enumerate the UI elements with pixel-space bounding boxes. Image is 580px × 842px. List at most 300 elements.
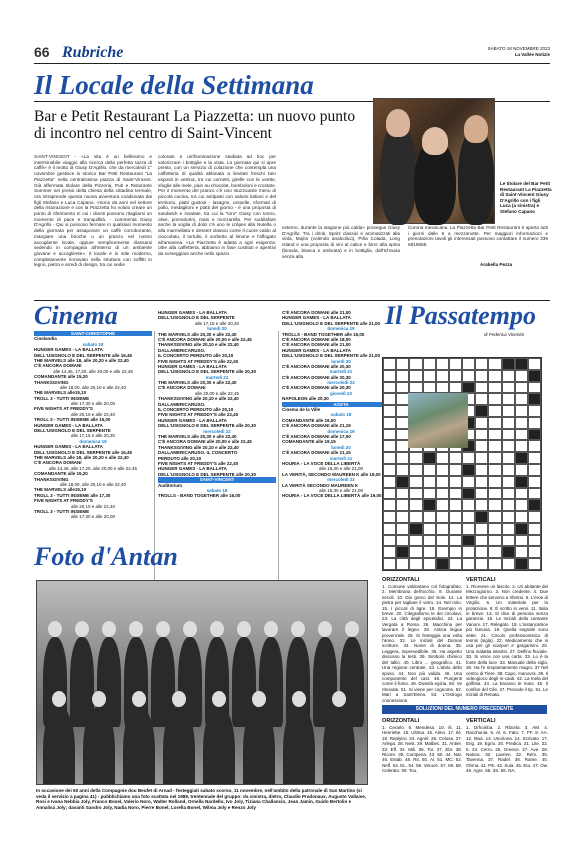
crossword-cell[interactable] <box>515 382 528 394</box>
crossword-cell[interactable] <box>423 535 436 547</box>
crossword-cell[interactable] <box>423 488 436 500</box>
crossword-cell[interactable] <box>396 382 409 394</box>
passatempo-author: di Federica Vicentin <box>484 332 525 337</box>
cinema-listing-row: Cinema de la Ville <box>282 407 321 413</box>
cinema-listing-row: DALLAMERICARUSO. <box>158 347 206 353</box>
cinema-listing-row: LA VERITÀ SECONDO MAUREEN K <box>282 482 359 488</box>
crossword-cell[interactable] <box>436 523 449 535</box>
crossword-cell[interactable] <box>475 464 488 476</box>
crossword-cell[interactable] <box>396 546 409 558</box>
cinema-listing-row: TROLLS - BAND TOGETHER alle 16,00 <box>282 331 365 337</box>
cinema-listing-row: TROLL 3 - TUTTI INSIEME alle 15,00 <box>34 417 111 423</box>
crossword-cell[interactable] <box>488 535 501 547</box>
date-block <box>488 46 550 58</box>
crossword-cell[interactable] <box>449 499 462 511</box>
crossword-cell[interactable] <box>475 370 488 382</box>
crossword-cell[interactable] <box>436 488 449 500</box>
crossword-cell[interactable] <box>436 382 449 394</box>
crossword-cell[interactable] <box>502 382 515 394</box>
cinema-listing-row: domenica 19 <box>327 428 355 434</box>
crossword-cell[interactable] <box>488 440 501 452</box>
cinema-listing-row: THE MARVELS alle15,10 <box>34 487 87 493</box>
crossword-photo <box>408 393 468 448</box>
crossword-cell[interactable] <box>383 558 396 570</box>
crossword-cell[interactable] <box>383 499 396 511</box>
cinema-listing-row: DELL'USIGNOLO E DEL SERPENTE alle 21,00 <box>282 353 381 359</box>
crossword-cell[interactable] <box>436 535 449 547</box>
crossword-cell[interactable] <box>423 499 436 511</box>
crossword-cell[interactable] <box>502 393 515 405</box>
crossword-cell[interactable] <box>502 476 515 488</box>
crossword-cell[interactable] <box>488 382 501 394</box>
crossword-cell[interactable] <box>396 499 409 511</box>
crossword-cell[interactable] <box>409 464 422 476</box>
locale-subtitle: Bar e Petit Restaurant La Piazzetta: un nuovo punto di incontro nel centro di Saint-Vincent <box>34 108 356 142</box>
crossword-cell[interactable] <box>449 464 462 476</box>
cinema-listing-row: COMANDANTE alle 15,20 <box>34 374 88 380</box>
crossword-cell[interactable] <box>502 511 515 523</box>
crossword-cell[interactable] <box>515 499 528 511</box>
crossword-cell[interactable] <box>449 476 462 488</box>
crossword-cell[interactable] <box>449 546 462 558</box>
crossword-cell[interactable] <box>528 452 541 464</box>
crossword-cell[interactable] <box>502 523 515 535</box>
crossword-cell[interactable] <box>515 393 528 405</box>
crossword-cell[interactable] <box>449 452 462 464</box>
crossword-cell[interactable] <box>396 558 409 570</box>
cinema-listing-row: C'È ANCORA DOMANI alle 20,30 <box>282 385 351 391</box>
crossword-cell[interactable] <box>502 417 515 429</box>
page-number: 66 <box>34 44 50 60</box>
cinema-listing-row: alle 14,45, alle 17,20, alle 20,00 e alle 22,45 <box>48 465 138 471</box>
crossword-cell[interactable] <box>515 405 528 417</box>
cinema-listing-row: domenica 19 <box>79 438 107 444</box>
cinema-listing-row: IL CONCERTO PERDUTO alle 20,10 <box>158 407 234 413</box>
cinema-listing-row: FIVE NIGHTS AT FREDDY'S alle 22,40 <box>158 460 239 466</box>
cinema-listing-row: THANKSGIVING <box>34 476 69 482</box>
cinema-listing-row: DALLAMERICARUSO. <box>158 401 206 407</box>
cinema-listing-row: alle 17,30 e alle 20,00 <box>70 514 116 520</box>
crossword-cell[interactable] <box>515 452 528 464</box>
cinema-listing-row: C'È ANCORA DOMANI <box>34 363 82 369</box>
crossword-cell[interactable] <box>396 476 409 488</box>
crossword-cell[interactable] <box>502 464 515 476</box>
crossword-cell[interactable] <box>502 405 515 417</box>
newspaper-name: La Vallée Notizie <box>514 52 550 57</box>
cinema-listing-row: DELL'USIGNOLO E DEL SERPENTE <box>158 315 235 321</box>
crossword-cell[interactable] <box>528 417 541 429</box>
crossword-cell[interactable] <box>515 370 528 382</box>
cinema-listing-row: THANKSGIVING alle 20,10 e alle 22,40 <box>158 396 239 402</box>
crossword-cell[interactable] <box>383 464 396 476</box>
cinema-listing-row: sabato 18 <box>82 341 104 347</box>
crossword-cell[interactable] <box>436 511 449 523</box>
cinema-listing-row: alle 20,10 e alle 22,40 <box>70 503 116 509</box>
crossword-cell[interactable] <box>528 535 541 547</box>
crossword-cell[interactable] <box>383 393 396 405</box>
crossword-cell[interactable] <box>515 358 528 370</box>
cinema-listing-row: THE MARVELS alle 18, alle 20,20 e alle 22,40 <box>34 357 129 363</box>
cinema-listing-row: alle 15,30 e alle 21,00 <box>318 487 364 493</box>
crossword-cell[interactable] <box>528 488 541 500</box>
crossword-cell[interactable] <box>515 535 528 547</box>
crossword-cell[interactable] <box>383 370 396 382</box>
crossword-cell[interactable] <box>423 370 436 382</box>
crossword-cell[interactable] <box>383 535 396 547</box>
crossword-cell[interactable] <box>423 358 436 370</box>
crossword-cell[interactable] <box>423 464 436 476</box>
solutions-vertical <box>466 718 548 783</box>
cinema-column-1 <box>34 331 152 520</box>
crossword-cell[interactable] <box>528 523 541 535</box>
crossword-cell[interactable] <box>449 523 462 535</box>
crossword-cell[interactable] <box>502 358 515 370</box>
cinema-listing-row: FIVE NIGHTS AT FREDDY'S alle 22,40 <box>158 358 239 364</box>
crossword-cell[interactable] <box>502 488 515 500</box>
crossword-cell[interactable] <box>449 488 462 500</box>
cinema-listing-row: C'È ANCORA DOMANI alle 20,30 <box>282 363 351 369</box>
crossword-cell[interactable] <box>409 523 422 535</box>
verticali-heading: VERTICALI <box>466 577 496 583</box>
crossword-cell[interactable] <box>396 358 409 370</box>
crossword-cell[interactable] <box>502 535 515 547</box>
cinema-listing-row: mercoledì 22 <box>327 380 355 386</box>
cinema-listing-row: SAINT-CHRISTOPHE <box>34 331 152 336</box>
cinema-listing-row: C'È ANCORA DOMANI alle 18,00 <box>282 336 351 342</box>
cinema-listing-row: C'È ANCORA DOMANI alle 21,00 <box>282 342 351 348</box>
cinema-listing-row: Cinelandia <box>34 336 57 342</box>
cinema-listing-row: martedì 21 <box>329 369 353 375</box>
cinema-listing-row: HUNGER GAMES - LA BALLATA <box>158 310 227 315</box>
crossword-cell[interactable] <box>475 558 488 570</box>
cinema-listing-row: THE MARVELS alle 18, alle 20,20 e alle 22,40 <box>34 454 129 460</box>
verticali-text: 1. Ricevere un lascito. 2. Un abitante del Mezzogiorno. 3. Non credente. 4. Due lettere che servono a riferirsi. 5. L'eroe di Virgilio. 6. Un materiale per la protezione. 8. È scritto in versi. 11. Italia in breve. 13. Si dice di persona senza garanzie. 16. Le iniziali della cantante Vanoni. 17. Relegato. 18. L'instancatrice più famosa. 19. Quella segnale sono sette. 21. Circolo professionistico di tennis (sigla). 22. Medicamento che si usa per gli scarpori e gargarismi. 25. Una malattia intestin. 27. Delfino fluviale. 30. Si vince con una carta. 33. Lo è la fonte della luce. 33. Manuale della sigla. 36. Ha l'e rimpiantamente magro. 37 Nel centro di Tiere. 38. Capo, manovra. 39. Il videogioco degli in-cauti. 42. La mela del golfista. 44. La baciano le mani. 45. Il confine del Cile. 47. Precede il tip. 51. Le iniziali di Renata. <box>466 584 548 698</box>
section-name: Rubriche <box>62 44 124 61</box>
crossword-cell[interactable] <box>462 511 475 523</box>
cinema-listing-row: C'È ANCORA DOMANI alle 21,15 <box>282 450 351 456</box>
clues-vertical <box>466 577 548 702</box>
cinema-listing-row: C'È ANCORA DOMANI alle 21,00 <box>282 310 351 315</box>
cinema-listing-row: FIVE NIGHTS AT FREDDY'S <box>34 406 93 412</box>
crossword-cell[interactable] <box>475 499 488 511</box>
crossword-cell[interactable] <box>436 370 449 382</box>
crossword-cell[interactable] <box>488 393 501 405</box>
crossword-cell[interactable] <box>475 476 488 488</box>
crossword-cell[interactable] <box>396 511 409 523</box>
cinema-listing-row: DALLAMERICARUSO. IL CONCERTO <box>158 450 238 456</box>
cinema-listing-row: alle 20,00 e alle 22,45 <box>194 390 240 396</box>
crossword-cell[interactable] <box>528 546 541 558</box>
crossword-cell[interactable] <box>528 558 541 570</box>
crossword-cell[interactable] <box>528 370 541 382</box>
crossword-cell[interactable] <box>409 488 422 500</box>
crossword-cell[interactable] <box>409 358 422 370</box>
crossword-cell[interactable] <box>409 546 422 558</box>
crossword-cell[interactable] <box>475 511 488 523</box>
crossword-cell[interactable] <box>409 382 422 394</box>
cinema-listing-row: IL CONCERTO PERDUTO alle 20,10 <box>158 353 234 359</box>
cinema-listing-row: TROLL 3 - TUTTI INSIEME <box>34 508 90 514</box>
cinema-listing-row: martedì 21 <box>329 455 353 461</box>
crossword-cell[interactable] <box>436 499 449 511</box>
crossword-cell[interactable] <box>528 382 541 394</box>
crossword-cell[interactable] <box>502 429 515 441</box>
cinema-listing-row: THE MARVELS alle15,10 <box>34 390 87 396</box>
crossword-cell[interactable] <box>515 523 528 535</box>
crossword-cell[interactable] <box>449 370 462 382</box>
cinema-listing-row: C'È ANCORA DOMANI alle 20,00 e alle 22,45 <box>158 439 252 445</box>
crossword-cell[interactable] <box>488 464 501 476</box>
crossword-cell[interactable] <box>488 499 501 511</box>
crossword-cell[interactable] <box>449 382 462 394</box>
cinema-listing-row: NAPOLEON alle 20,30 <box>282 396 329 402</box>
crossword-cell[interactable] <box>383 523 396 535</box>
crossword-cell[interactable] <box>475 405 488 417</box>
crossword-cell[interactable] <box>528 511 541 523</box>
crossword-cell[interactable] <box>396 464 409 476</box>
page-header <box>34 44 550 62</box>
cinema-listing-row: C'È ANCORA DOMANI alle 20,30 <box>282 374 351 380</box>
crossword-cell[interactable] <box>515 511 528 523</box>
cinema-listing-row: C'È ANCORA DOMANI alle 17,00 <box>282 433 351 439</box>
crossword-cell[interactable] <box>409 499 422 511</box>
cinema-listing-row: HUNGER GAMES - LA BALLATA <box>158 466 227 472</box>
crossword-cell[interactable] <box>475 546 488 558</box>
crossword-cell[interactable] <box>462 546 475 558</box>
crossword-cell[interactable] <box>502 452 515 464</box>
crossword-cell[interactable] <box>383 511 396 523</box>
crossword-cell[interactable] <box>423 523 436 535</box>
crossword-cell[interactable] <box>528 476 541 488</box>
crossword-cell[interactable] <box>396 370 409 382</box>
crossword-cell[interactable] <box>383 405 396 417</box>
crossword-cell[interactable] <box>396 488 409 500</box>
crossword-cell[interactable] <box>475 358 488 370</box>
cinema-listing-row: FIVE NIGHTS AT FREDDY'S <box>34 498 93 504</box>
crossword-cell[interactable] <box>462 370 475 382</box>
solutions-heading: SOLUZIONI DEL NUMERO PRECEDENTE <box>382 705 547 714</box>
crossword-cell[interactable] <box>515 546 528 558</box>
crossword-cell[interactable] <box>475 382 488 394</box>
cinema-listing-row: C'È ANCORA DOMANI alle 21,15 <box>282 423 351 429</box>
crossword-cell[interactable] <box>396 535 409 547</box>
crossword-cell[interactable] <box>423 511 436 523</box>
crossword-cell[interactable] <box>502 499 515 511</box>
sol-orizzontali-text: 1. Cerarlo. 9. Mendesa. 10. Ili. 11. Henriette. 15. Ultima. 16. Almo. 17. Ilé. 18. Replytro. 24. Agnel. 26. Celosa. 27. Arlega. 28. Nest. 29. Malbec. 31. Antier. 33. Eff. 34. Mili. 36. Tor. 37. Ebr. 38. Ricore. 39. Compena. 43. 50. 44. Nat. 46. Estab. 48. Rit. 50. Al. 51. MC. 52. Nelf. 53. EL. 54. 56. Veruce. 57. MI. 58. Celerato. 59. Tou. <box>382 725 462 774</box>
crossword-cell[interactable] <box>436 546 449 558</box>
crossword-cell[interactable] <box>488 488 501 500</box>
crossword-cell[interactable] <box>502 546 515 558</box>
crossword-cell[interactable] <box>383 417 396 429</box>
crossword-cell[interactable] <box>502 370 515 382</box>
cinema-listing-row: THANKSGIVING <box>34 379 69 385</box>
crossword-cell[interactable] <box>515 488 528 500</box>
crossword-cell[interactable] <box>515 429 528 441</box>
crossword-cell[interactable] <box>462 488 475 500</box>
crossword-cell[interactable] <box>515 417 528 429</box>
antan-caption: In occasione dei 60 anni della Compagnie dou Beufet di Arnad - festeggiati sabato scorso, 11 novembre, nell'ambito della patronale di San Martino (si veda il servizio a pagina 41) - pubblichiamo una foto scattata nel 1988, trentennale del gruppo: da sinistra, dietro, Claudio Pradonaux, Augusto Vallaise, Rosi e Ivana Nebbia Joly, Franco Bosel, Valerio Noro, Walter Rolland, Ornella Nardello, Ivo Joly, Tiziana Challancin, Jean Jamin, Guido Bertolin e Annalisa Joly; davanti Sandro Joly, Nadia Noro, Pierre Bonel, Lorella Bonel, Wilma Joly e Renzo Joly <box>36 788 367 810</box>
crossword-cell[interactable] <box>488 511 501 523</box>
crossword-cell[interactable] <box>488 558 501 570</box>
crossword-cell[interactable] <box>528 499 541 511</box>
crossword-cell[interactable] <box>502 440 515 452</box>
cinema-listing-row: HUNGER GAMES - LA BALLATA <box>34 347 103 353</box>
cinema-listing-row: martedì 21 <box>205 374 229 380</box>
crossword-cell[interactable] <box>423 476 436 488</box>
orizzontali-text: 1. Comune valdostano col fotografato. 2. Membrana dell'occhio. 9. Durante secoli. 10. Dio greco del Sole. 12. La pietra per tagliare il vetro. 14. Nel mito. 15. I piccoli di tigre. 18. Esempio in breve. 20. Cilegrafismo le dei circolavi. 23. La città degli epicetidici. 24. La Vergata a Roma. 26. Macchina per lavorare il legno. 28. Antica lingua provenzale. 29. Si festeggia una volta l'anno. 32. Le iniziali del Dumas scrittore. 34. Nome di donna. 35. Leggera, imprevedibile. 36. Ha aspetto discusso la testi. 39. Simbolo chimico del tallio. 40. Libro ... geografico. 41. Una regione centrale. 43. L'abito dello sposo. 44. Non più valida. 46. Una componente del cast. 48. Pungenti come il fumo. 49. Divinità egizia. 50. Ve ritrovate. 51. Si viene per cognome. 52. Mari a Sant'Elena. 53. L'Ostrogo connessione. <box>382 584 462 702</box>
cinema-listing-row: TROLL 3 - TUTTI INSIEME <box>34 395 90 401</box>
article-author: Arabella Pezza <box>480 262 513 267</box>
cinema-listing-row: HUNGER GAMES - LA BALLATA <box>282 315 351 321</box>
crossword-cell[interactable] <box>462 558 475 570</box>
crossword-cell[interactable] <box>528 464 541 476</box>
cinema-listing-row: alle 18,00, alle 20,10 e alle 22,40 <box>59 384 127 390</box>
crossword-cell[interactable] <box>475 535 488 547</box>
crossword-cell[interactable] <box>383 452 396 464</box>
crossword-cell[interactable] <box>423 546 436 558</box>
crossword-cell[interactable] <box>436 464 449 476</box>
crossword-cell[interactable] <box>462 535 475 547</box>
cinema-listing-row: THANKSGIVING alle 20,10 e alle 22,40 <box>158 342 239 348</box>
cinema-listing-row: DELL'USIGNOLO E DEL SERPENTE alle 16,45 <box>34 352 133 358</box>
crossword-cell[interactable] <box>383 546 396 558</box>
crossword-cell[interactable] <box>475 488 488 500</box>
cinema-listing-row: HUNGER GAMES - LA BALLATA <box>158 363 227 369</box>
crossword-cell[interactable] <box>528 358 541 370</box>
sol-verticali-text: 1. Orhoinba. 2. Riborla. 3. AM. 4. Racchunia. 5. Al. 6. Fato. 7. FF. 8. AA. 12. Mua. 13. Unoriona. 14. Scrivato. 17. Erig. 19. Egrio. 20. Predica. 21. Lite. 22. 5. 23. Cerro. 25. Greece. 27. Ave. 28. Natura. 30. Lavrien. 32. Rem. 35. Tavenna. 37. Radel. 38. Rame. 40. Ohma. 41. PE. 42. Sula. 45. Eto. 47. Ow. 49. Agre. 55. 3S. 56. NA. <box>466 725 548 774</box>
cinema-listing-row: DELL'USIGNOLO E DEL SERPENTE <box>34 428 111 434</box>
crossword-cell[interactable] <box>515 440 528 452</box>
crossword-cell[interactable] <box>462 358 475 370</box>
cinema-listing-row: THE MARVELS alle 20,30 e alle 22,40 <box>158 433 237 439</box>
crossword-cell[interactable] <box>475 440 488 452</box>
crossword-cell[interactable] <box>462 452 475 464</box>
cinema-listing-row: DELL'USIGNOLO E DEL SERPENTE alle 21,00 <box>282 320 381 326</box>
crossword-cell[interactable] <box>409 452 422 464</box>
crossword-grid[interactable] <box>382 357 542 571</box>
crossword-cell[interactable] <box>488 405 501 417</box>
cinema-listing-row: C'È ANCORA DOMANI <box>158 385 206 391</box>
cinema-listing-row: HUNGER GAMES - LA BALLATA <box>282 347 351 353</box>
antan-title: Foto d'Antan <box>34 542 178 571</box>
crossword-cell[interactable] <box>528 405 541 417</box>
crossword-cell[interactable] <box>436 558 449 570</box>
crossword-cell[interactable] <box>449 558 462 570</box>
article-column-1: SAINT-VINCENT - «La vita è un bellissimo e interminabile viaggio alla ricerca della perfetta tazza di caffè» è il motto di Giusy D'Agrillo, che da mercoledì 1° novembre gestisce lo storico Bar Petit Restaurant "La Piazzetta" nella centralissima piazza di Saint-Vincent. Già affermata titolare della Pizzeria, Pub e Ristorante Summer nei pressi della chiesa della cittadina termale, ora intraprende questa nuova avventura coadiuvata dai figli Stefano e Luca Capano. «Sono da anni nel settore della ristorazione e con la Piazzetta ho voluto creare un punto di riferimento in cui i clienti possono ritagliarsi un momento di pace e tranquillità. - commenta Giusy D'Agrillo - Qui si possono fermare in qualsiasi momento della giornata per assaporare un caffè corroborante, mangiare una brioche o un pranzo nel nostro accogliente locale, oppure semplicemente rilassarsi sedendo in compagnia all'interno di un ambiente giovane e accogliente». Il locale è in stile moderno, completamente rinnovato nella struttura con soffitti in legno, pietra e arredi di design, tra cui sedie <box>34 154 152 268</box>
locale-title: Il Locale della Settimana <box>34 70 314 100</box>
crossword-cell[interactable] <box>436 476 449 488</box>
crossword-cell[interactable] <box>449 358 462 370</box>
crossword-cell[interactable] <box>396 452 409 464</box>
crossword-cell[interactable] <box>488 358 501 370</box>
crossword-cell[interactable] <box>462 476 475 488</box>
cinema-listing-row: HUNGER GAMES - LA BALLATA <box>158 417 227 423</box>
crossword-cell[interactable] <box>488 476 501 488</box>
crossword-cell[interactable] <box>423 452 436 464</box>
crossword-cell[interactable] <box>409 370 422 382</box>
cinema-listing-row: alle 17,15 e alle 20,30 <box>70 433 116 439</box>
article-column-2: colorate e un'illuminazione studiata ad hoc per valorizzare i bottiglie e la vista. La giornata qui si apre presto, con un servizio di colazione che contempla una caffetteria di qualità abbinata a lievitati freschi ben esposti in vetrina, tra cui cornetti, girelle con le uvette, sfoglie alle mele, pain au chocolat, bomboloni e crostate. Per il momento del pranzo c'è uno stuzzicante menu di piccola cucina, tra cui antipasti con salumi italiani e del territorio, piatti gustosi - lasagne, cerpelle, sformati di pollo, medaglioni e piatti del giorno - e una proposta di sandwich e insalate, tra cui la "toro" Giusy con tonno, olive, pomodorini, mais e mozzarella. Per soddisfare anche la voglia di dolci c'è uno le crêpes alla Nutella o alla marmellata e dessert classici come il cuore caldo al cioccolato, il tortullo, il sorbetto al limone e l'affogato all'amarena. «La Piazzetta è adatta a ogni esigenza: oltre alla caffetteria, abbiamo in fase costituti e aperitivi da sorseggiare anche nello spazio <box>158 154 276 256</box>
crossword-cell[interactable] <box>436 358 449 370</box>
cinema-listing-row: domenica 19 <box>327 326 355 332</box>
crossword-cell[interactable] <box>515 558 528 570</box>
crossword-cell[interactable] <box>449 511 462 523</box>
crossword-cell[interactable] <box>409 535 422 547</box>
crossword-cell[interactable] <box>488 370 501 382</box>
cinema-listing-row: lunedì 20 <box>207 326 227 332</box>
crossword-cell[interactable] <box>528 393 541 405</box>
crossword-cell[interactable] <box>475 429 488 441</box>
crossword-cell[interactable] <box>436 452 449 464</box>
sol-verticali-heading: VERTICALI <box>466 718 496 724</box>
crossword-cell[interactable] <box>396 523 409 535</box>
cinema-listing-row: COMANDANTE alle 15,20 <box>34 471 88 477</box>
cinema-listing-row: C'È ANCORA DOMANI alle 20,00 e alle 22,45 <box>158 336 252 342</box>
cinema-listing-row: alle 17,15 e alle 20,30 <box>194 320 240 326</box>
crossword-cell[interactable] <box>383 476 396 488</box>
crossword-cell[interactable] <box>462 382 475 394</box>
solutions-horizontal <box>382 718 462 783</box>
crossword-cell[interactable] <box>528 440 541 452</box>
crossword-cell[interactable] <box>423 382 436 394</box>
crossword-cell[interactable] <box>462 523 475 535</box>
crossword-cell[interactable] <box>488 452 501 464</box>
cinema-listing-row: Auditorium <box>158 482 182 488</box>
crossword-cell[interactable] <box>502 558 515 570</box>
crossword-cell[interactable] <box>449 535 462 547</box>
crossword-cell[interactable] <box>409 511 422 523</box>
crossword-cell[interactable] <box>488 429 501 441</box>
crossword-cell[interactable] <box>488 546 501 558</box>
crossword-cell[interactable] <box>475 452 488 464</box>
crossword-cell[interactable] <box>488 417 501 429</box>
crossword-cell[interactable] <box>383 440 396 452</box>
antan-group-photo <box>36 580 368 785</box>
cinema-listing-row: COMANDANTE alle 19,00 <box>282 417 336 423</box>
orizzontali-heading: ORIZZONTALI <box>382 577 420 583</box>
clues-horizontal <box>382 577 462 702</box>
crossword-cell[interactable] <box>383 382 396 394</box>
crossword-cell[interactable] <box>409 476 422 488</box>
cinema-listing-row: THANKSGIVING alle 20,10 e alle 22,40 <box>158 444 239 450</box>
article-column-4: Corona messicana. La Piazzetta Bar Petit Restaurant è aperta tutti i giorni dalle 6 a mezzanotte. Per maggiori informazioni e prenotazioni tavoli gli interessati possono contattare il numero 339 6816559. <box>408 225 548 248</box>
crossword-cell[interactable] <box>462 499 475 511</box>
crossword-cell[interactable] <box>409 558 422 570</box>
cinema-listing-row: HUNGER GAMES - LA BALLATA <box>34 422 103 428</box>
crossword-cell[interactable] <box>515 476 528 488</box>
crossword-cell[interactable] <box>462 464 475 476</box>
cinema-listing-row: HOURIA - LA VOCE DELLA LIBERTÀ alle 19,00 <box>282 493 382 499</box>
crossword-cell[interactable] <box>515 464 528 476</box>
cinema-listing-row: THE MARVELS alle 20,30 e alle 22,40 <box>158 380 237 386</box>
crossword-cell[interactable] <box>488 523 501 535</box>
crossword-cell[interactable] <box>528 429 541 441</box>
crossword-cell[interactable] <box>383 488 396 500</box>
crossword-cell[interactable] <box>475 523 488 535</box>
cinema-listing-row: DELL'USIGNOLO E DEL SERPENTE alle 20,30 <box>158 471 257 477</box>
cinema-listing-row: FIVE NIGHTS AT FREDDY'S alle 22,40 <box>158 412 239 418</box>
crossword-cell[interactable] <box>383 358 396 370</box>
restaurant-photo <box>373 98 495 224</box>
cinema-listing-row: TROLLS - BAND TOGETHER alle 16,00 <box>158 493 241 499</box>
cinema-listing-row: mercoledì 22 <box>327 477 355 483</box>
crossword-cell[interactable] <box>475 417 488 429</box>
crossword-cell[interactable] <box>383 429 396 441</box>
cinema-listing-row: HUNGER GAMES - LA BALLATA <box>34 444 103 450</box>
crossword-cell[interactable] <box>475 393 488 405</box>
crossword-cell[interactable] <box>423 558 436 570</box>
cinema-listing-row: AOSTA <box>282 402 400 407</box>
